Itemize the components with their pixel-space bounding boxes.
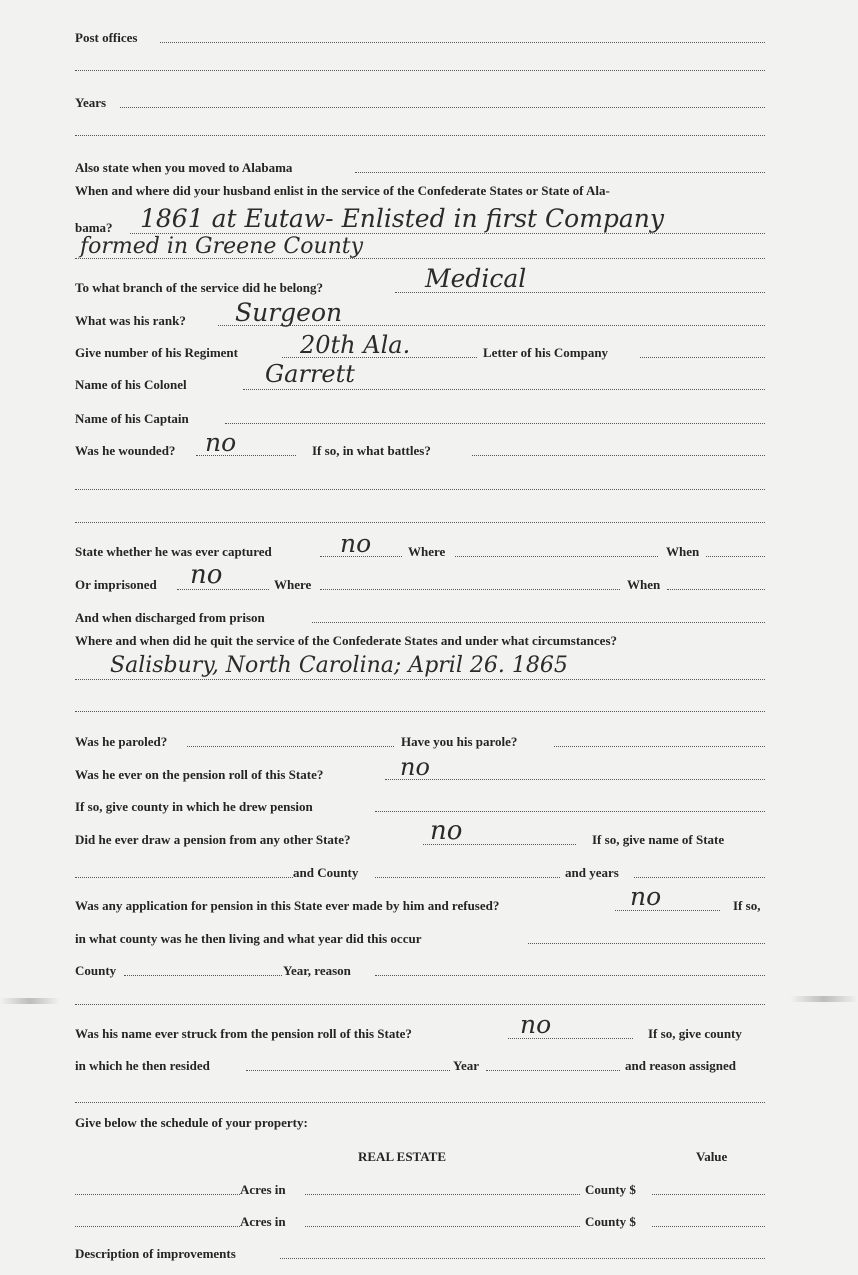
year-reason-label: Year, reason: [283, 963, 351, 978]
colonel-question: Name of his Colonel: [75, 377, 187, 392]
give-county-label: If so, give county: [648, 1026, 742, 1041]
state-name-line: [75, 877, 293, 878]
living-line: [528, 943, 765, 944]
year-reason-line: [375, 975, 765, 976]
blank-line: [75, 1102, 765, 1103]
rank-question: What was his rank?: [75, 313, 186, 328]
value-line-2: [652, 1226, 765, 1227]
resided-question: in which he then resided: [75, 1058, 210, 1073]
and-county-line: [375, 877, 560, 878]
application-answer: no: [630, 882, 662, 911]
county-label: County: [75, 963, 117, 978]
moved-alabama-label: Also state when you moved to Alabama: [75, 160, 293, 175]
year-line: [486, 1070, 620, 1071]
scan-smudge: [0, 998, 60, 1004]
improvements-line: [280, 1258, 765, 1259]
blank-line: [75, 522, 765, 523]
real-estate-heading: REAL ESTATE: [358, 1149, 447, 1164]
schedule-heading: Give below the schedule of your property:: [75, 1115, 308, 1130]
living-question: in what county was he then living and what year did this occur: [75, 931, 422, 946]
acres-county-line-2: [305, 1226, 580, 1227]
paroled-line: [187, 746, 394, 747]
blank-line: [75, 489, 765, 490]
battles-line: [472, 455, 765, 456]
captured-when-line: [706, 556, 765, 557]
county-line: [124, 975, 282, 976]
captain-line: [225, 423, 765, 424]
discharged-question: And when discharged from prison: [75, 610, 265, 625]
pension-roll-answer: no: [400, 753, 430, 781]
captured-answer: no: [340, 529, 372, 558]
quit-answer: Salisbury, North Carolina; April 26. 1865: [110, 653, 568, 678]
scan-smudge: [790, 996, 858, 1002]
and-years-line: [634, 877, 765, 878]
county-value-label-1: County $: [585, 1182, 636, 1197]
application-question: Was any application for pension in this State ever made by him and refused?: [75, 898, 500, 913]
moved-alabama-line: [355, 172, 765, 173]
parole-line: [554, 746, 765, 747]
captured-when-label: When: [666, 544, 700, 559]
acres-in-label-2: Acres in: [240, 1214, 286, 1229]
post-offices-line: [160, 42, 765, 43]
county-value-label-2: County $: [585, 1214, 636, 1229]
acres-line-1: [75, 1194, 240, 1195]
rank-answer: Surgeon: [235, 298, 343, 327]
pension-roll-question: Was he ever on the pension roll of this State?: [75, 767, 324, 782]
years-label: Years: [75, 95, 107, 110]
imprisoned-when-line: [667, 589, 765, 590]
county-drew-question: If so, give county in which he drew pension: [75, 799, 313, 814]
blank-line: [75, 135, 765, 136]
struck-answer: no: [520, 1010, 552, 1039]
acres-line-2: [75, 1226, 240, 1227]
colonel-line: [243, 389, 765, 390]
regiment-question: Give number of his Regiment: [75, 345, 238, 360]
branch-answer: Medical: [425, 264, 527, 293]
company-question: Letter of his Company: [483, 345, 609, 360]
battles-question: If so, in what battles?: [312, 443, 431, 458]
imprisoned-question: Or imprisoned: [75, 577, 157, 592]
captured-where-line: [455, 556, 658, 557]
resided-line: [246, 1070, 450, 1071]
years-line: [120, 107, 765, 108]
wounded-answer: no: [205, 428, 237, 457]
county-drew-line: [375, 811, 765, 812]
improvements-label: Description of improvements: [75, 1246, 236, 1261]
quit-question: Where and when did he quit the service of the Confederate States and under what circumstances?: [75, 633, 618, 648]
imprisoned-answer: no: [190, 560, 223, 590]
blank-line: [75, 711, 765, 712]
post-offices-label: Post offices: [75, 30, 138, 45]
enlist-question-cont: bama?: [75, 220, 113, 235]
imprisoned-when-label: When: [627, 577, 661, 592]
enlist-answer-2: formed in Greene County: [80, 234, 364, 259]
value-heading: Value: [696, 1149, 728, 1164]
other-state-answer: no: [430, 816, 463, 846]
captured-question: State whether he was ever captured: [75, 544, 272, 559]
year-label: Year: [453, 1058, 479, 1073]
acres-county-line-1: [305, 1194, 580, 1195]
enlist-question: When and where did your husband enlist in the service of the Confederate States or State of Ala-: [75, 183, 610, 198]
blank-line: [75, 70, 765, 71]
parole-question: Have you his parole?: [401, 734, 518, 749]
captured-where-label: Where: [408, 544, 446, 559]
discharged-line: [312, 622, 765, 623]
other-state-question: Did he ever draw a pension from any other State?: [75, 832, 351, 847]
company-line: [640, 357, 765, 358]
wounded-question: Was he wounded?: [75, 443, 176, 458]
name-state-question: If so, give name of State: [592, 832, 725, 847]
branch-question: To what branch of the service did he belong?: [75, 280, 323, 295]
paroled-question: Was he paroled?: [75, 734, 168, 749]
imprisoned-where-label: Where: [274, 577, 312, 592]
captain-question: Name of his Captain: [75, 411, 189, 426]
and-years-label: and years: [565, 865, 619, 880]
and-county-label: and County: [293, 865, 359, 880]
struck-question: Was his name ever struck from the pension roll of this State?: [75, 1026, 412, 1041]
regiment-answer: 20th Ala.: [300, 331, 411, 359]
enlist-answer-1: 1861 at Eutaw- Enlisted in first Company: [140, 204, 665, 233]
pension-roll-line: [385, 779, 765, 780]
acres-in-label-1: Acres in: [240, 1182, 286, 1197]
colonel-answer: Garrett: [265, 360, 355, 388]
if-so-label: If so,: [733, 898, 761, 913]
reason-assigned-label: and reason assigned: [625, 1058, 737, 1073]
value-line-1: [652, 1194, 765, 1195]
imprisoned-where-line: [320, 589, 620, 590]
blank-line: [75, 1004, 765, 1005]
quit-line: [75, 679, 765, 680]
